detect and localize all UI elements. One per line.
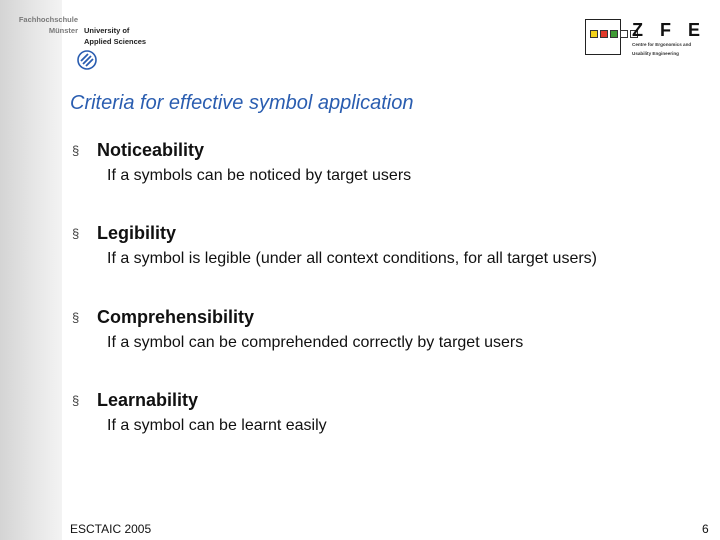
- left-sidebar-band: [0, 0, 62, 540]
- criterion-title: Legibility: [97, 223, 177, 243]
- university-name: [84, 25, 146, 47]
- fh-name: [16, 14, 78, 36]
- zfe-logo-squares: [590, 30, 638, 38]
- criterion-description: If a symbol can be learnt easily: [107, 417, 327, 434]
- criterion-title: Learnability: [97, 390, 199, 410]
- slide-title: Criteria for effective symbol application: [70, 92, 414, 114]
- zfe-subtitle-line1: Centre for Ergonomics and: [632, 42, 692, 47]
- fh-muenster-logo-icon: [76, 49, 98, 71]
- criterion-title: Comprehensibility: [97, 307, 255, 327]
- criterion-description: If a symbols can be noticed by target users: [107, 167, 412, 184]
- university-name-line1: University of: [84, 26, 130, 35]
- bullet-icon: §: [72, 143, 80, 158]
- criterion-description: If a symbol can be comprehended correctly by target users: [107, 334, 524, 351]
- zfe-subtitle-line2: Usability Engineering: [632, 51, 679, 56]
- zfe-square-yellow: [590, 30, 598, 38]
- university-name-line2: Applied Sciences: [84, 37, 147, 46]
- zfe-subtitle: [632, 40, 720, 58]
- bullet-icon: §: [72, 393, 80, 408]
- zfe-title: Z F E: [632, 20, 706, 40]
- bullet-icon: §: [72, 226, 80, 241]
- fh-name-line1: Fachhochschule: [18, 15, 78, 24]
- footer-conference: ESCTAIC 2005: [70, 522, 152, 536]
- footer-page-number: 6: [702, 522, 709, 536]
- zfe-square-green: [610, 30, 618, 38]
- bullet-icon: §: [72, 310, 80, 325]
- zfe-square-red: [600, 30, 608, 38]
- zfe-square-white-1: [620, 30, 628, 38]
- fh-name-line2: Münster: [48, 26, 78, 35]
- criterion-title: Noticeability: [97, 140, 205, 160]
- criterion-description: If a symbol is legible (under all context conditions, for all target users): [107, 250, 598, 267]
